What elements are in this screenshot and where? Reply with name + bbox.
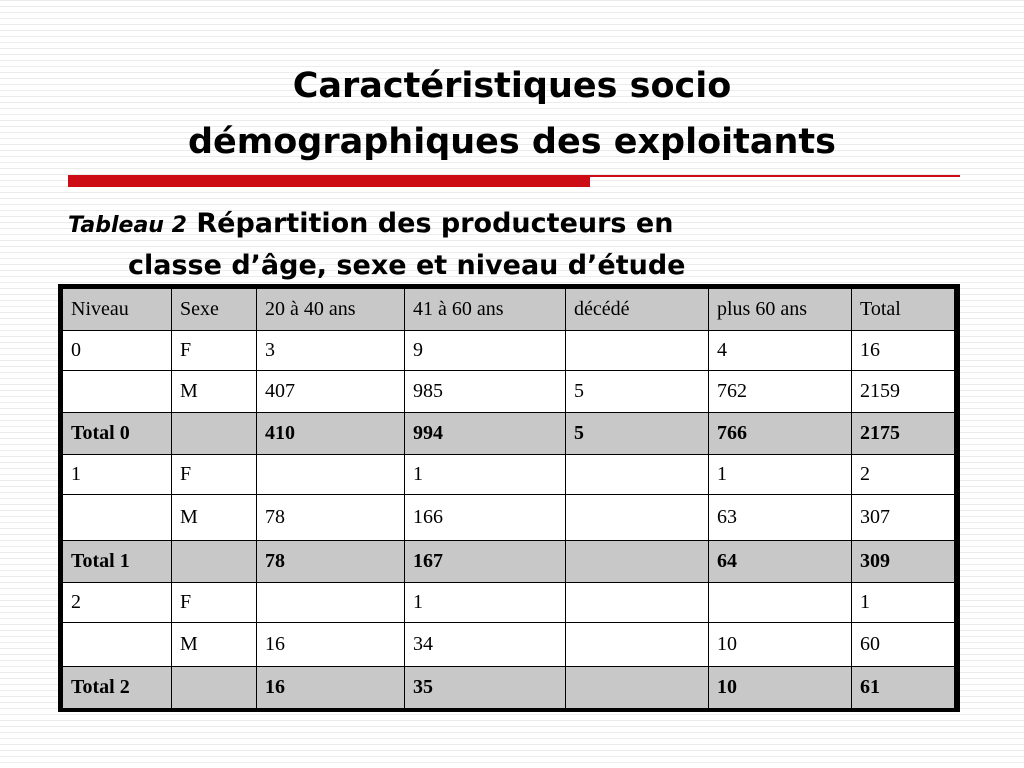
header-decede: décédé bbox=[566, 289, 709, 331]
table-cell: 1 bbox=[63, 455, 172, 495]
table-cell: F bbox=[172, 331, 257, 371]
table-cell bbox=[257, 455, 405, 495]
table-cell: 766 bbox=[709, 413, 852, 455]
table-cell: 9 bbox=[405, 331, 566, 371]
table-cell: 35 bbox=[405, 667, 566, 709]
table-cell: Total 1 bbox=[63, 541, 172, 583]
table-cell bbox=[566, 623, 709, 667]
table-cell: 16 bbox=[257, 623, 405, 667]
table-cell: 0 bbox=[63, 331, 172, 371]
table-cell bbox=[63, 495, 172, 541]
table-cell bbox=[566, 541, 709, 583]
table-cell: Total 2 bbox=[63, 667, 172, 709]
table-cell: 63 bbox=[709, 495, 852, 541]
table-cell bbox=[63, 371, 172, 413]
table-cell: 10 bbox=[709, 667, 852, 709]
table-caption bbox=[68, 204, 888, 286]
table-cell: 16 bbox=[852, 331, 955, 371]
table-row bbox=[63, 583, 955, 623]
table-cell: M bbox=[172, 623, 257, 667]
table-row bbox=[63, 455, 955, 495]
table-cell: 2159 bbox=[852, 371, 955, 413]
table-cell: 78 bbox=[257, 495, 405, 541]
table-header-row bbox=[63, 289, 955, 331]
table-cell: 64 bbox=[709, 541, 852, 583]
table-cell: 2 bbox=[63, 583, 172, 623]
table-cell: 407 bbox=[257, 371, 405, 413]
table-cell: 1 bbox=[852, 583, 955, 623]
slide-title-line-1: Caractéristiques socio bbox=[292, 66, 732, 106]
table-cell: 762 bbox=[709, 371, 852, 413]
data-table-frame bbox=[58, 284, 960, 712]
table-row bbox=[63, 331, 955, 371]
title-underline-thick bbox=[68, 175, 590, 187]
table-row bbox=[63, 623, 955, 667]
header-20-40: 20 à 40 ans bbox=[257, 289, 405, 331]
table-cell: 1 bbox=[405, 455, 566, 495]
header-41-60: 41 à 60 ans bbox=[405, 289, 566, 331]
header-sexe: Sexe bbox=[172, 289, 257, 331]
table-cell bbox=[172, 413, 257, 455]
table-cell: 4 bbox=[709, 331, 852, 371]
table-caption-line-2: classe d’âge, sexe et niveau d’étude bbox=[128, 250, 686, 281]
table-cell: 1 bbox=[405, 583, 566, 623]
table-cell: 2175 bbox=[852, 413, 955, 455]
table-cell: 985 bbox=[405, 371, 566, 413]
table-row bbox=[63, 371, 955, 413]
table-row bbox=[63, 495, 955, 541]
table-cell: 410 bbox=[257, 413, 405, 455]
table-cell: 167 bbox=[405, 541, 566, 583]
table-cell: 307 bbox=[852, 495, 955, 541]
slide-title bbox=[0, 58, 1024, 170]
table-cell: M bbox=[172, 495, 257, 541]
table-cell: 166 bbox=[405, 495, 566, 541]
total-row bbox=[63, 413, 955, 455]
title-underline-thin bbox=[590, 175, 960, 177]
table-cell bbox=[566, 667, 709, 709]
table-cell: F bbox=[172, 583, 257, 623]
table-cell: 309 bbox=[852, 541, 955, 583]
table-cell bbox=[709, 583, 852, 623]
table-cell bbox=[172, 541, 257, 583]
data-table bbox=[62, 288, 955, 709]
table-cell bbox=[257, 583, 405, 623]
total-row bbox=[63, 667, 955, 709]
table-cell: 61 bbox=[852, 667, 955, 709]
total-row bbox=[63, 541, 955, 583]
table-cell: Total 0 bbox=[63, 413, 172, 455]
table-caption-line-1 bbox=[68, 204, 888, 246]
table-cell: 2 bbox=[852, 455, 955, 495]
table-cell: 16 bbox=[257, 667, 405, 709]
table-cell bbox=[63, 623, 172, 667]
table-cell: M bbox=[172, 371, 257, 413]
table-caption-label: Tableau 2 bbox=[68, 213, 187, 238]
table-cell bbox=[566, 455, 709, 495]
table-cell: 3 bbox=[257, 331, 405, 371]
table-cell bbox=[566, 495, 709, 541]
table-cell: 1 bbox=[709, 455, 852, 495]
table-cell: 5 bbox=[566, 371, 709, 413]
table-cell: 78 bbox=[257, 541, 405, 583]
table-cell: 5 bbox=[566, 413, 709, 455]
table-caption-text-1: Répartition des producteurs en bbox=[196, 208, 674, 239]
table-cell bbox=[566, 583, 709, 623]
table-cell: 994 bbox=[405, 413, 566, 455]
table-cell: 34 bbox=[405, 623, 566, 667]
header-total: Total bbox=[852, 289, 955, 331]
header-plus-60: plus 60 ans bbox=[709, 289, 852, 331]
header-niveau: Niveau bbox=[63, 289, 172, 331]
table-cell bbox=[566, 331, 709, 371]
slide-title-line-2: démographiques des exploitants bbox=[188, 122, 836, 162]
table-cell: 60 bbox=[852, 623, 955, 667]
table-cell: 10 bbox=[709, 623, 852, 667]
table-cell bbox=[172, 667, 257, 709]
table-cell: F bbox=[172, 455, 257, 495]
